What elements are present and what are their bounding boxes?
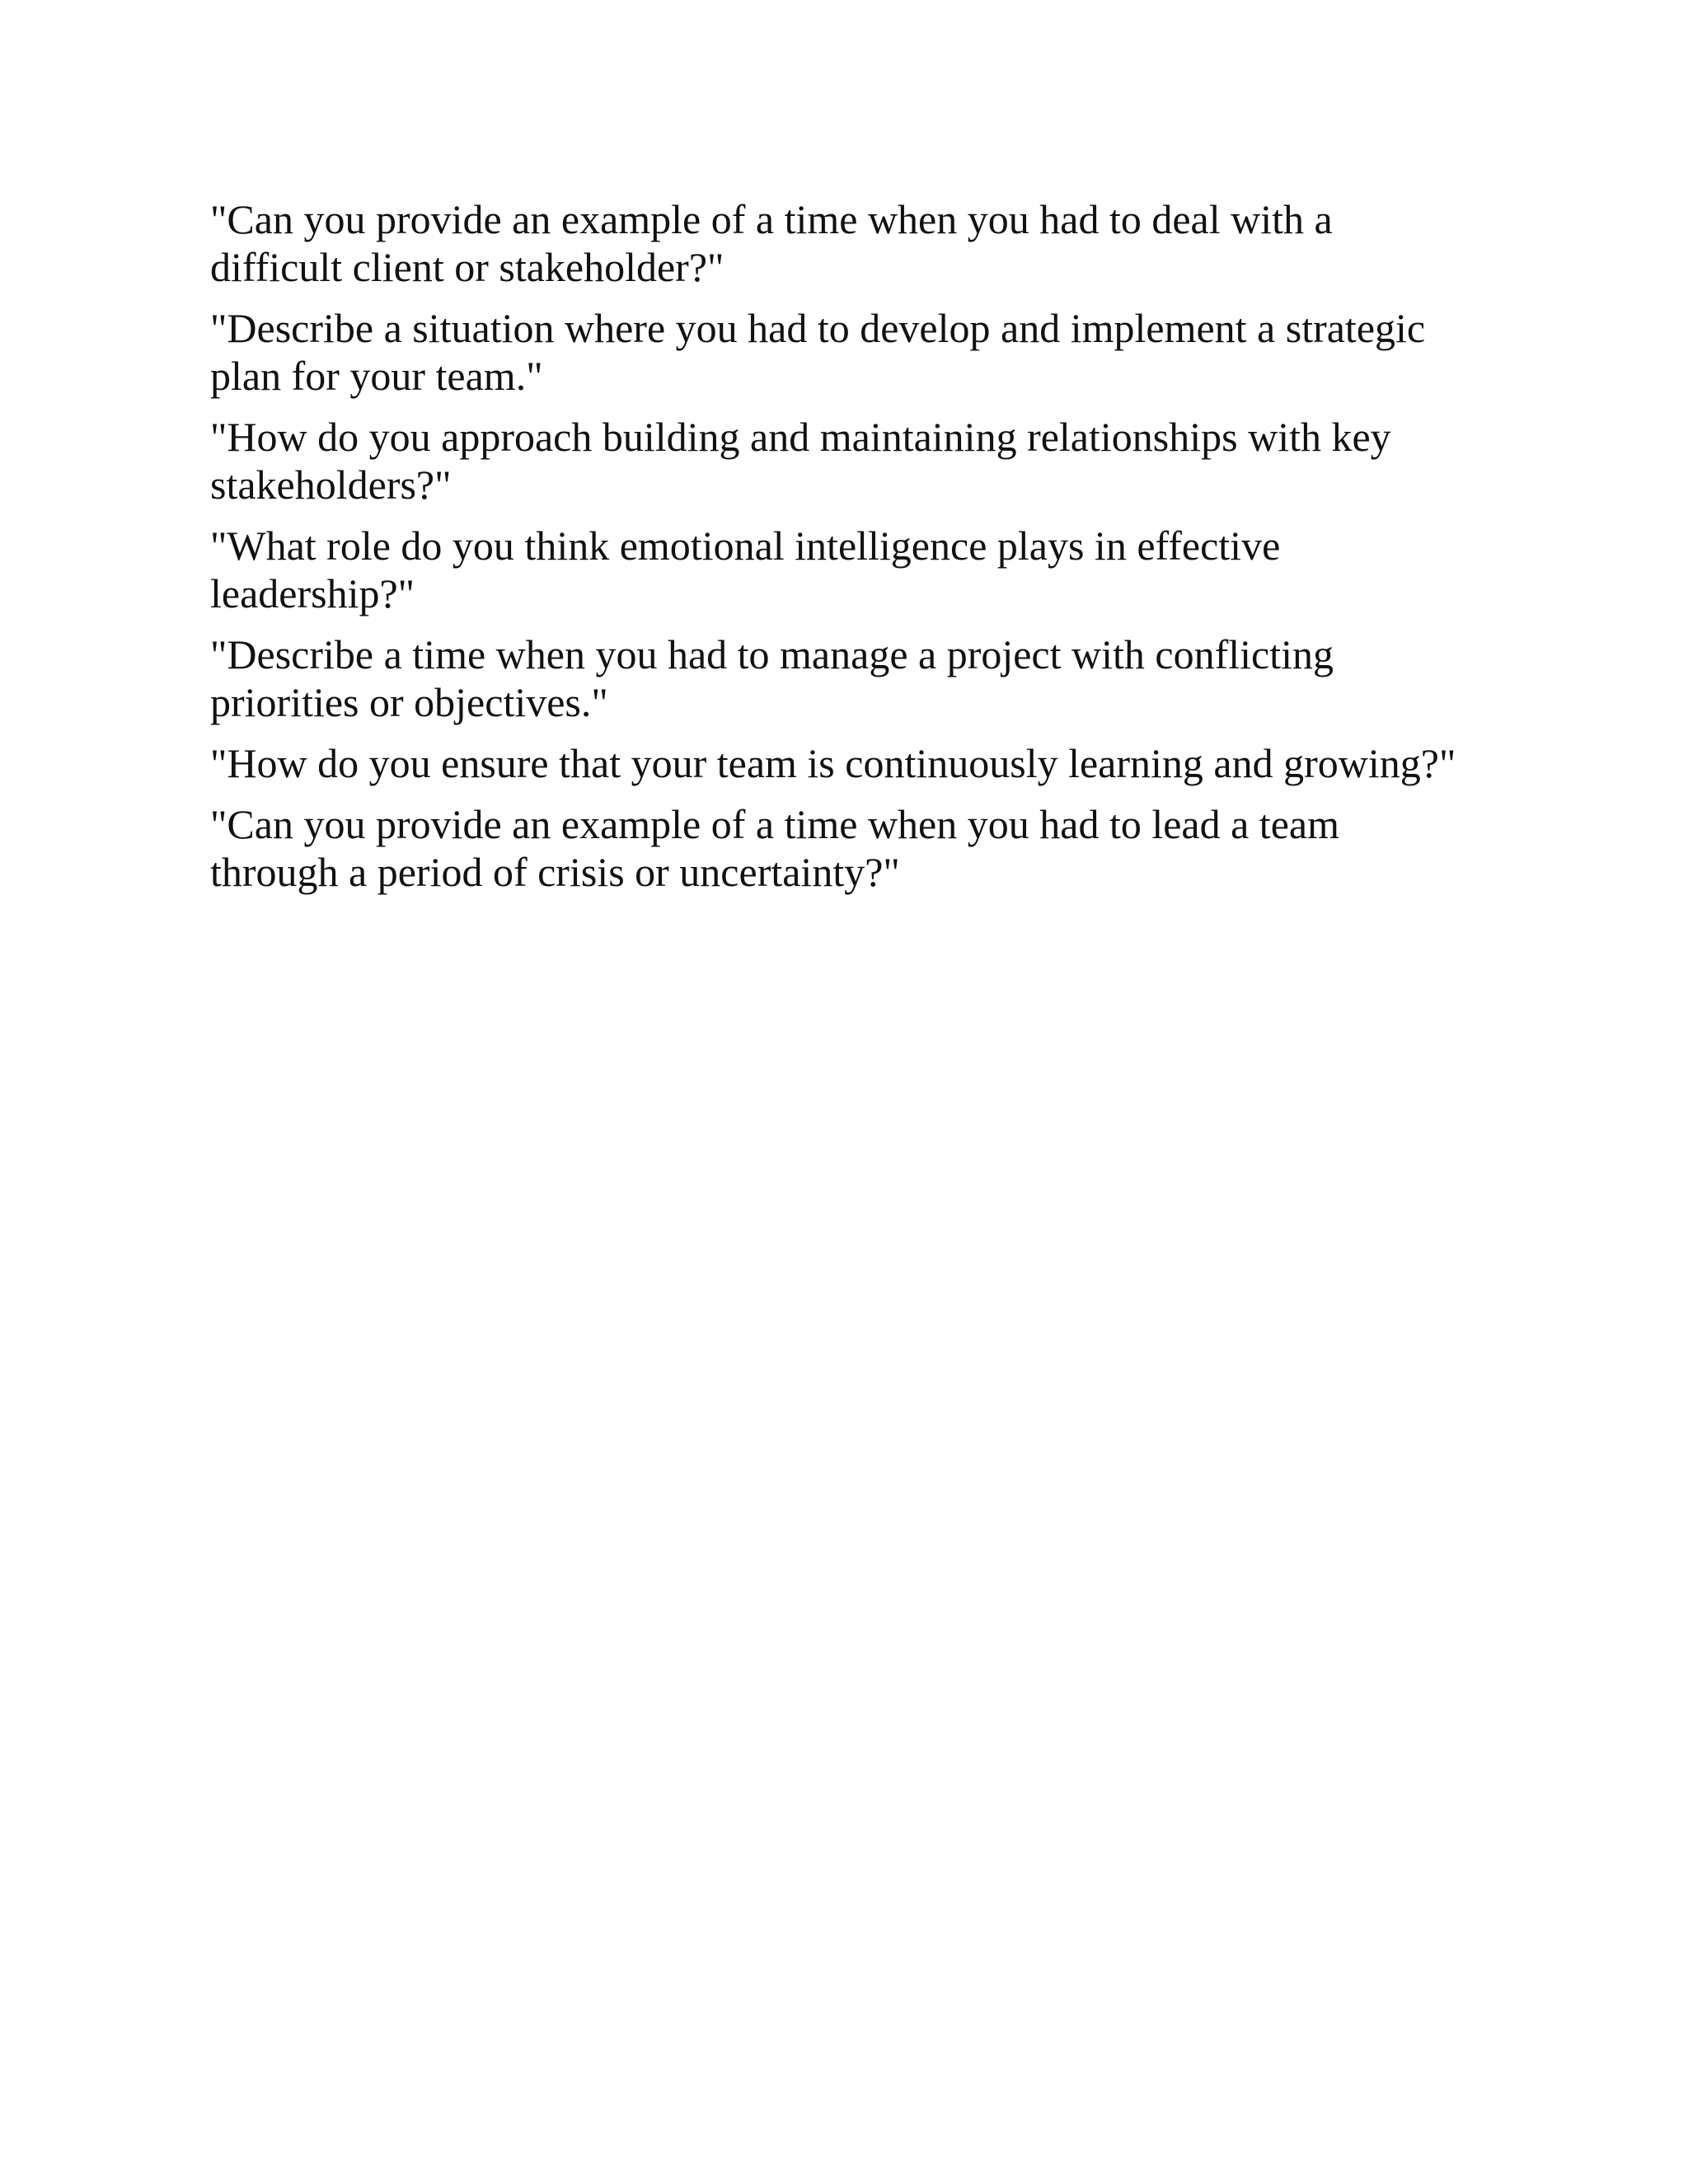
question-item: "What role do you think emotional intelligence plays in effective leadership?" bbox=[210, 523, 1281, 616]
question-item: "Describe a situation where you had to develop and implement a strategic plan for your team." bbox=[210, 305, 1426, 399]
question-item: "Can you provide an example of a time when you had to deal with a difficult client or stakeholder?" bbox=[210, 196, 1333, 290]
question-item: "Describe a time when you had to manage a project with conflicting priorities or objectives." bbox=[210, 631, 1334, 725]
question-item: "How do you approach building and maintaining relationships with key stakeholders?" bbox=[210, 414, 1391, 508]
question-list bbox=[210, 195, 1479, 909]
question-item: "How do you ensure that your team is continuously learning and growing?" bbox=[210, 740, 1456, 786]
question-item: "Can you provide an example of a time when you had to lead a team through a period of crisis or uncertainty?" bbox=[210, 801, 1339, 895]
